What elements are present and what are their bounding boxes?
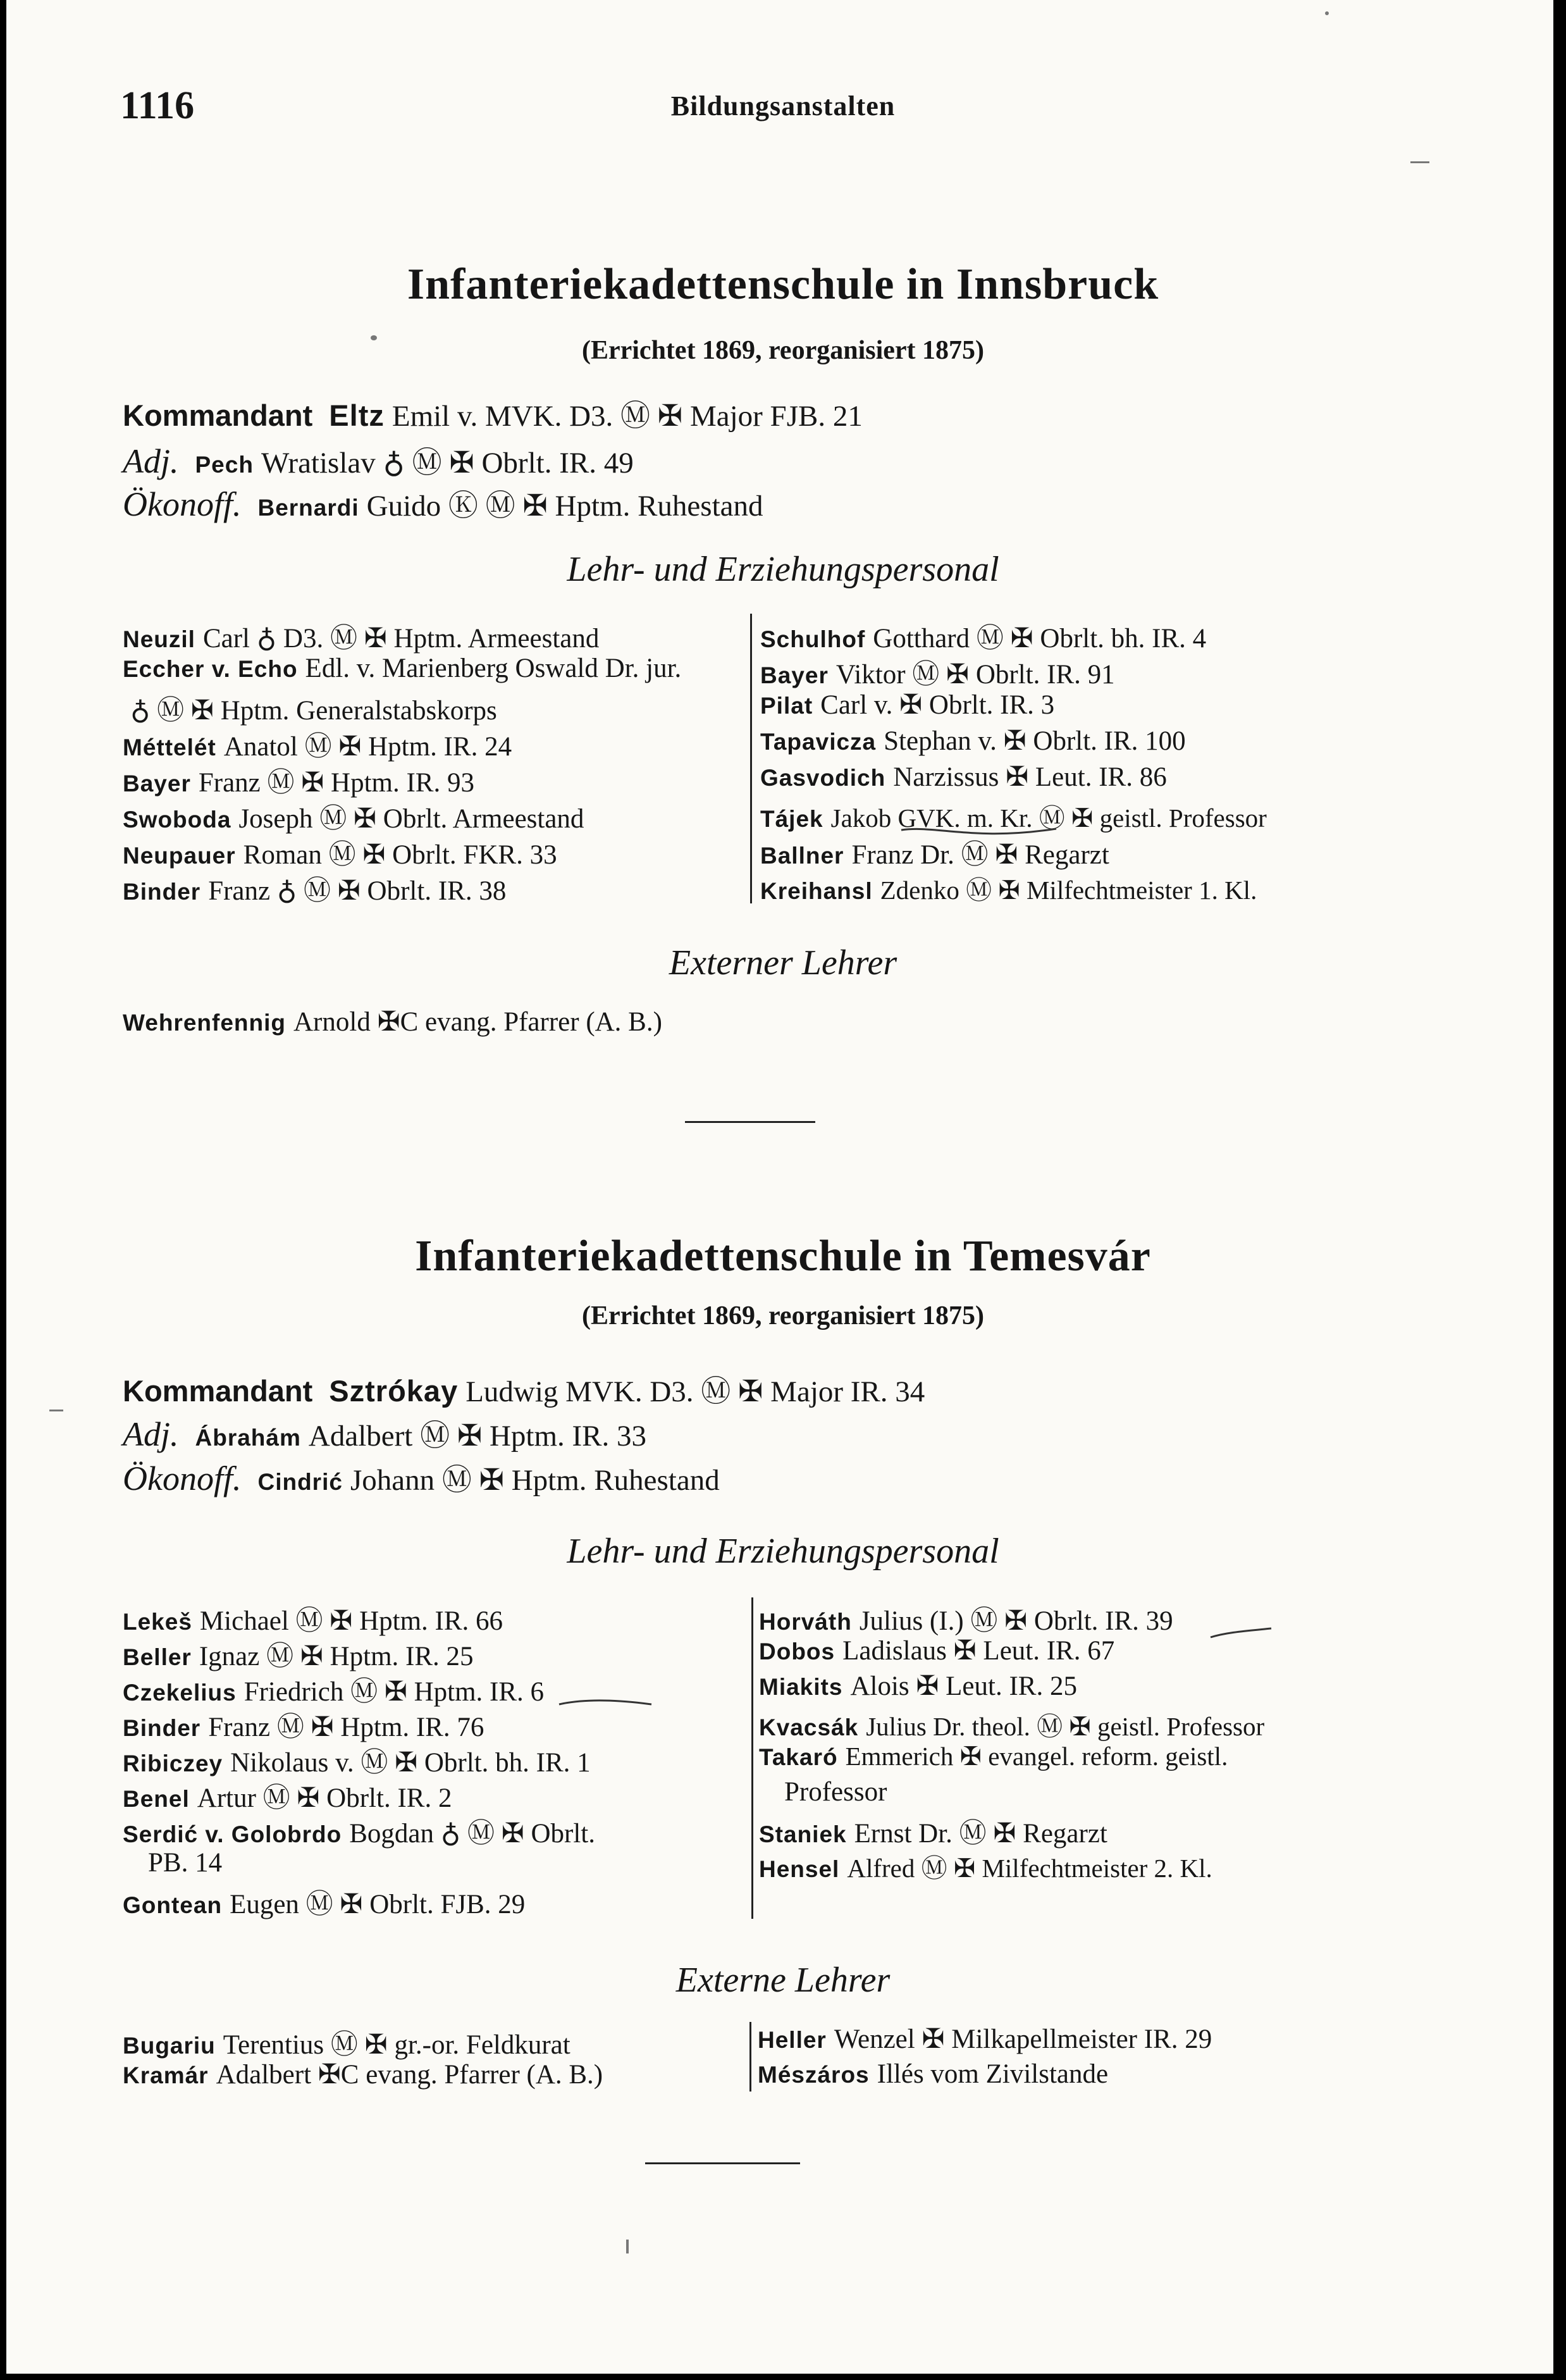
staff-name: Kreihansl	[760, 878, 873, 904]
external-name: Wehrenfennig	[123, 1010, 286, 1036]
staff-name: Beller	[123, 1644, 192, 1670]
staff-heading: Lehr- und Erziehungspersonal	[567, 1532, 999, 1571]
column-divider	[750, 614, 752, 903]
leader-details: Johann Ⓜ ✠ Hptm. Ruhestand	[350, 1464, 720, 1497]
staff-entry	[123, 869, 506, 908]
section-title: Infanteriekadettenschule in Temesvár	[415, 1232, 1151, 1280]
staff-details: Alfred Ⓜ ✠ Milfechtmeister 2. Kl.	[847, 1854, 1212, 1883]
leader-details: Emil v. MVK. D3. Ⓜ ✠ Major FJB. 21	[392, 400, 863, 433]
staff-details: Professor	[784, 1777, 887, 1807]
staff-details: PB. 14	[148, 1848, 223, 1878]
staff-details: Franz ♁ Ⓜ ✠ Obrlt. IR. 38	[208, 876, 507, 906]
staff-entry	[148, 1847, 222, 1878]
leader-line	[123, 1368, 925, 1410]
leader-line	[123, 1412, 646, 1454]
leader-name: Eltz	[329, 399, 385, 432]
staff-entry	[123, 1599, 503, 1638]
leader-name: Pech	[195, 452, 254, 478]
staff-entry	[759, 1812, 1107, 1850]
external-details: Adalbert ✠C evang. Pfarrer (A. B.)	[216, 2060, 603, 2090]
staff-details: Jakob GVK. m. Kr. Ⓜ ✠ geistl. Professor	[830, 803, 1267, 833]
staff-details: Friedrich Ⓜ ✠ Hptm. IR. 6	[244, 1677, 545, 1707]
staff-entry	[123, 1812, 595, 1850]
leader-role: Ökonoff.	[123, 1460, 242, 1497]
staff-name: Staniek	[759, 1821, 847, 1847]
staff-entry	[759, 1599, 1173, 1638]
staff-details: Ernst Dr. Ⓜ ✠ Regarzt	[854, 1819, 1107, 1849]
staff-entry	[784, 1776, 887, 1807]
leader-name: Ábrahám	[195, 1425, 301, 1451]
staff-name: Bayer	[760, 662, 829, 688]
leader-details: Guido Ⓚ Ⓜ ✠ Hptm. Ruhestand	[366, 490, 763, 523]
external-details: Wenzel ✠ Milkapellmeister IR. 29	[834, 2024, 1212, 2054]
staff-entry	[123, 725, 512, 764]
staff-entry	[760, 653, 1115, 691]
staff-details: Julius (I.) Ⓜ ✠ Obrlt. IR. 39	[859, 1606, 1173, 1636]
section-subtitle: (Errichtet 1869, reorganisiert 1875)	[581, 1301, 985, 1330]
staff-entry	[759, 1741, 1228, 1771]
staff-entry	[760, 689, 1054, 721]
staff-entry	[123, 1635, 474, 1673]
external-name: Mészáros	[758, 2062, 870, 2088]
staff-name: Tájek	[760, 806, 823, 832]
external-entry	[758, 2023, 1212, 2055]
external-name: Bugariu	[123, 2033, 216, 2059]
leader-name: Sztrókay	[329, 1374, 459, 1408]
staff-name: Méttelét	[123, 734, 216, 760]
staff-details: Ignaz Ⓜ ✠ Hptm. IR. 25	[199, 1642, 474, 1671]
pen-mark	[898, 822, 1063, 848]
staff-entry	[760, 869, 1257, 907]
staff-details: Roman Ⓜ ✠ Obrlt. FKR. 33	[243, 840, 557, 870]
staff-details: Zdenko Ⓜ ✠ Milfechtmeister 1. Kl.	[880, 876, 1257, 905]
staff-details: Narzissus ✠ Leut. IR. 86	[893, 762, 1167, 792]
staff-entry	[123, 653, 681, 684]
staff-entry	[123, 797, 584, 836]
external-entry	[123, 1006, 662, 1038]
staff-name: Horváth	[759, 1609, 852, 1635]
external-heading: Externe Lehrer	[675, 1961, 891, 2000]
external-entry	[758, 2059, 1108, 2090]
staff-name: Miakits	[759, 1674, 843, 1700]
staff-name: Lekeš	[123, 1609, 192, 1635]
leader-role: Kommandant	[123, 399, 313, 432]
pen-mark	[1208, 1626, 1278, 1645]
leader-role: Ökonoff.	[123, 485, 242, 523]
staff-entry	[123, 833, 557, 872]
leader-details: Wratislav ♁ Ⓜ ✠ Obrlt. IR. 49	[261, 447, 634, 480]
staff-details: Viktor Ⓜ ✠ Obrlt. IR. 91	[835, 660, 1115, 690]
leader-role: Adj.	[123, 1415, 179, 1453]
leader-line	[123, 439, 634, 481]
staff-details: Edl. v. Marienberg Oswald Dr. jur.	[305, 654, 682, 683]
staff-name: Ribiczey	[123, 1751, 223, 1776]
leader-line	[123, 392, 863, 435]
staff-details: Franz Ⓜ ✠ Hptm. IR. 76	[208, 1713, 484, 1742]
staff-entry	[760, 761, 1167, 793]
staff-name: Gontean	[123, 1892, 223, 1918]
staff-name: Ballner	[760, 843, 844, 869]
staff-details: Artur Ⓜ ✠ Obrlt. IR. 2	[197, 1783, 452, 1813]
staff-name: Tapavicza	[760, 729, 877, 755]
section-divider	[685, 1121, 815, 1123]
external-name: Kramár	[123, 2062, 209, 2088]
staff-heading: Lehr- und Erziehungspersonal	[567, 550, 999, 589]
staff-details: Julius Dr. theol. Ⓜ ✠ geistl. Professor	[866, 1712, 1265, 1741]
staff-name: Takaró	[759, 1744, 838, 1770]
section-divider	[645, 2162, 800, 2164]
staff-name: Kvacsák	[759, 1714, 859, 1740]
staff-name: Serdić v. Golobrdo	[123, 1821, 342, 1847]
staff-entry	[123, 617, 599, 655]
staff-details: Emmerich ✠ evangel. reform. geistl.	[845, 1742, 1228, 1771]
staff-name: Dobos	[759, 1639, 835, 1664]
staff-name: Benel	[123, 1786, 190, 1812]
print-speck	[1325, 11, 1329, 15]
staff-entry	[123, 1741, 591, 1780]
staff-name: Binder	[123, 1715, 201, 1741]
staff-details: Ladislaus ✠ Leut. IR. 67	[842, 1636, 1115, 1666]
staff-details: Franz Dr. Ⓜ ✠ Regarzt	[851, 840, 1109, 870]
staff-entry	[760, 617, 1206, 655]
staff-name: Bayer	[123, 771, 191, 796]
staff-name: Eccher v. Echo	[123, 656, 298, 682]
leader-details: Ludwig MVK. D3. Ⓜ ✠ Major IR. 34	[465, 1375, 925, 1408]
pen-mark	[557, 1695, 658, 1714]
staff-details: Alois ✠ Leut. IR. 25	[850, 1671, 1077, 1701]
leader-role: Kommandant	[123, 1374, 313, 1408]
staff-entry	[759, 1847, 1212, 1885]
external-details: Arnold ✠C evang. Pfarrer (A. B.)	[293, 1007, 662, 1037]
staff-name: Neuzil	[123, 626, 195, 652]
staff-name: Swoboda	[123, 807, 231, 833]
external-details: Terentius Ⓜ ✠ gr.-or. Feldkurat	[223, 2030, 570, 2060]
external-entry	[123, 2023, 570, 2062]
page-number: 1116	[120, 84, 195, 127]
staff-details: Gotthard Ⓜ ✠ Obrlt. bh. IR. 4	[873, 624, 1207, 654]
staff-details: Michael Ⓜ ✠ Hptm. IR. 66	[199, 1606, 503, 1636]
staff-details: Eugen Ⓜ ✠ Obrlt. FJB. 29	[230, 1890, 526, 1919]
staff-entry	[123, 1883, 525, 1921]
staff-name: Schulhof	[760, 626, 866, 652]
staff-entry	[760, 725, 1186, 757]
external-name: Heller	[758, 2027, 827, 2053]
leader-role: Adj.	[123, 442, 179, 480]
staff-details: Stephan v. ✠ Obrlt. IR. 100	[884, 726, 1186, 756]
staff-details: Joseph Ⓜ ✠ Obrlt. Armeestand	[238, 804, 584, 834]
staff-entry	[123, 1776, 452, 1815]
leader-name: Cindrić	[257, 1469, 343, 1495]
print-speck	[626, 2240, 629, 2253]
external-heading: Externer Lehrer	[669, 943, 897, 982]
column-divider	[749, 2022, 751, 2092]
print-speck	[1410, 161, 1429, 163]
staff-entry	[130, 689, 497, 728]
staff-entry	[759, 1706, 1264, 1743]
running-title: Bildungsanstalten	[670, 90, 896, 121]
leader-name: Bernardi	[257, 495, 359, 521]
staff-name: Hensel	[759, 1856, 840, 1882]
section-title: Infanteriekadettenschule in Innsbruck	[407, 260, 1159, 309]
staff-name: Binder	[123, 879, 201, 905]
staff-name: Neupauer	[123, 843, 236, 869]
column-divider	[751, 1597, 753, 1919]
section-subtitle: (Errichtet 1869, reorganisiert 1875)	[581, 336, 985, 365]
staff-name: Pilat	[760, 693, 813, 719]
staff-details: Bogdan ♁ Ⓜ ✠ Obrlt.	[349, 1819, 595, 1849]
staff-entry	[759, 1670, 1077, 1702]
staff-details: Anatol Ⓜ ✠ Hptm. IR. 24	[223, 732, 512, 762]
external-details: Illés vom Zivilstande	[877, 2059, 1109, 2089]
staff-details: Carl ♁ D3. Ⓜ ✠ Hptm. Armeestand	[202, 624, 600, 654]
leader-line	[123, 1456, 720, 1499]
staff-name: Czekelius	[123, 1680, 237, 1706]
staff-entry	[123, 1706, 484, 1744]
print-speck	[49, 1410, 63, 1411]
staff-details: ♁ Ⓜ ✠ Hptm. Generalstabskorps	[130, 696, 497, 726]
external-entry	[123, 2059, 603, 2090]
leader-details: Adalbert Ⓜ ✠ Hptm. IR. 33	[308, 1420, 647, 1453]
staff-name: Gasvodich	[760, 765, 886, 791]
leader-line	[123, 482, 763, 524]
print-speck	[371, 335, 377, 340]
staff-entry	[123, 1670, 544, 1709]
staff-entry	[123, 761, 474, 800]
staff-details: Nikolaus v. Ⓜ ✠ Obrlt. bh. IR. 1	[230, 1748, 591, 1778]
staff-entry	[759, 1635, 1114, 1666]
staff-details: Carl v. ✠ Obrlt. IR. 3	[820, 690, 1055, 720]
staff-details: Franz Ⓜ ✠ Hptm. IR. 93	[198, 768, 474, 798]
